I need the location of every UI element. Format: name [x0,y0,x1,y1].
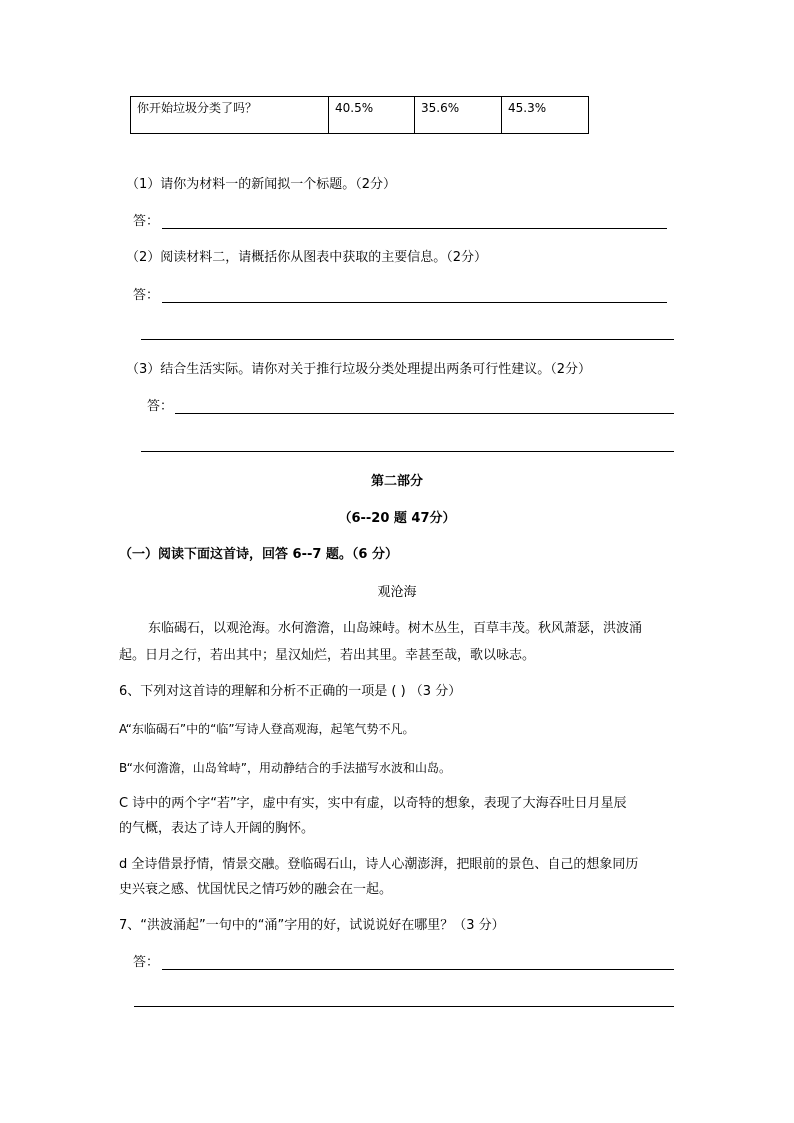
answer-line-q7[interactable] [162,969,674,970]
question-1: （1）请你为材料一的新闻拟一个标题。（2分） [126,177,397,192]
survey-value-cell: 45.3% [502,97,589,134]
question-2: （2）阅读材料二，请概括你从图表中获取的主要信息。（2分） [126,250,488,265]
poem-line: 东临碣石，以观沧海。水何澹澹，山岛竦峙。树木丛生，百草丰茂。秋风萧瑟，洪波涌 [148,621,643,636]
option-c-cont: 的气概，表达了诗人开阔的胸怀。 [119,821,315,836]
option-d: d 全诗借景抒情，情景交融。登临碣石山，诗人心潮澎湃，把眼前的景色、自己的想象同历 [119,857,639,872]
option-d-cont: 史兴衰之感、忧国忧民之情巧妙的融会在一起。 [119,882,393,897]
answer-line-q3[interactable] [175,413,674,414]
table-row [131,97,589,134]
answer-line-q2[interactable] [162,302,667,303]
answer-label: 答： [147,399,174,414]
option-c: C 诗中的两个字“若”字，虚中有实，实中有虚，以奇特的想象，表现了大海吞吐日月星辰 [119,796,627,811]
part-subtitle: （6--20 题 47分） [338,511,456,526]
answer-line-q3-extra[interactable] [141,451,674,452]
question-7: 7、“洪波涌起”一句中的“涌”字用的好，试说说好在哪里？（3 分） [119,918,505,933]
option-a: A“东临碣石”中的“临”写诗人登高观海，起笔气势不凡。 [119,722,415,736]
answer-line-q2-extra[interactable] [141,339,674,340]
answer-line-q1[interactable] [162,228,667,229]
survey-value-cell: 40.5% [329,97,415,134]
question-3: （3）结合生活实际。请你对关于推行垃圾分类处理提出两条可行性建议。（2分） [126,362,592,377]
answer-label: 答： [133,955,160,970]
answer-label: 答： [133,214,160,229]
poem-title: 观沧海 [377,585,417,600]
part-title: 第二部分 [370,474,423,489]
answer-label: 答： [133,288,160,303]
option-b: B“水何澹澹，山岛耸峙”，用动静结合的手法描写水波和山岛。 [119,761,452,775]
answer-line-q7-extra[interactable] [134,1006,674,1007]
question-6: 6、下列对这首诗的理解和分析不正确的一项是 ( ) （3 分） [119,684,462,699]
survey-table [130,96,589,134]
section-heading: （一）阅读下面这首诗，回答 6--7 题。（6 分） [119,547,399,562]
poem-line: 起。日月之行，若出其中；星汉灿烂，若出其里。幸甚至哉，歌以咏志。 [119,648,536,663]
survey-question-cell: 你开始垃圾分类了吗？ [131,97,329,134]
survey-value-cell: 35.6% [415,97,502,134]
